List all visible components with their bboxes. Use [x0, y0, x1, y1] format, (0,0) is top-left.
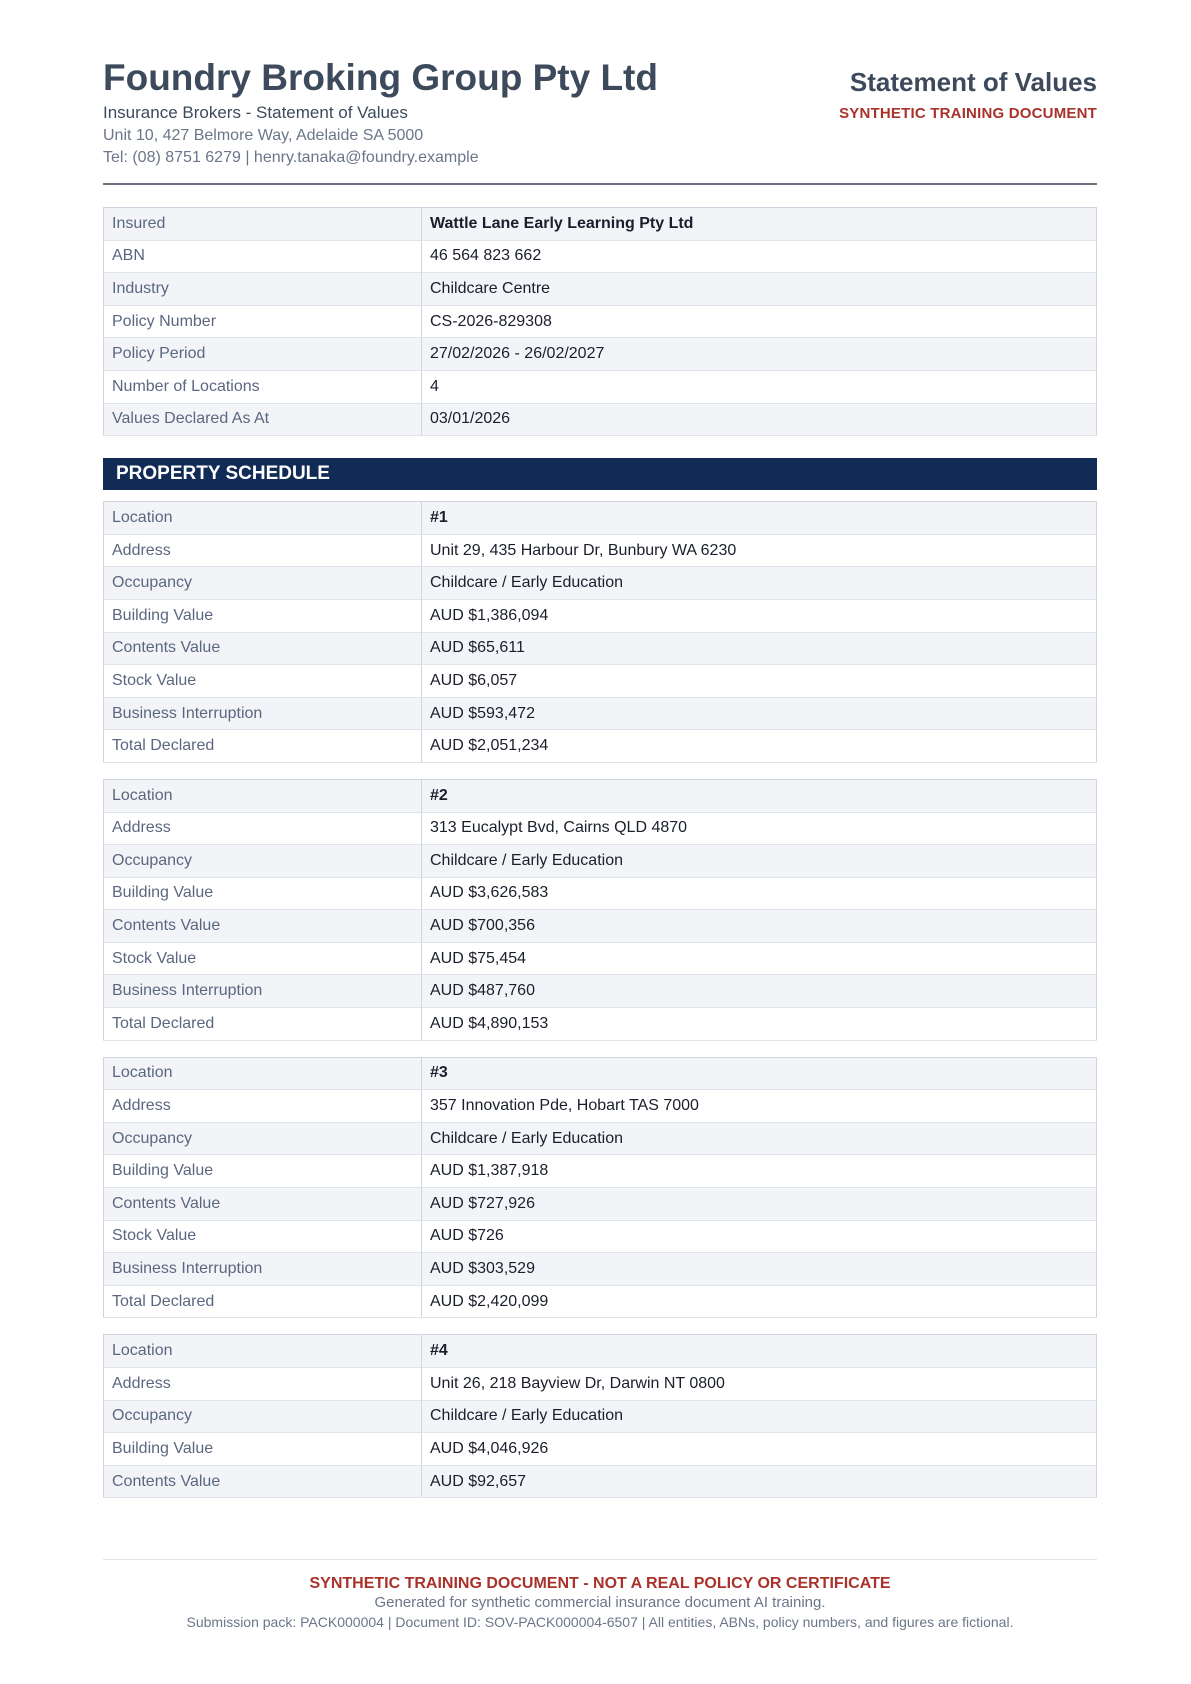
field-value: 03/01/2026	[422, 403, 1097, 436]
field-label: Address	[104, 812, 422, 845]
table-row	[104, 599, 1097, 632]
field-value: 27/02/2026 - 26/02/2027	[422, 338, 1097, 371]
field-value: 46 564 823 662	[422, 240, 1097, 273]
field-value: Childcare / Early Education	[422, 567, 1097, 600]
field-label: Business Interruption	[104, 975, 422, 1008]
table-row	[104, 975, 1097, 1008]
field-value: Childcare Centre	[422, 273, 1097, 306]
footer-warning: SYNTHETIC TRAINING DOCUMENT - NOT A REAL POLICY OR CERTIFICATE	[309, 1575, 891, 1592]
field-value: Wattle Lane Early Learning Pty Ltd	[422, 208, 1097, 241]
field-label: Occupancy	[104, 1122, 422, 1155]
field-value: Childcare / Early Education	[422, 1122, 1097, 1155]
table-row	[104, 632, 1097, 665]
table-row	[104, 665, 1097, 698]
table-row	[104, 812, 1097, 845]
table-row	[104, 1465, 1097, 1498]
field-label: Address	[104, 1090, 422, 1123]
table-row	[104, 1188, 1097, 1221]
table-row	[104, 1220, 1097, 1253]
field-value: CS-2026-829308	[422, 305, 1097, 338]
table-row	[104, 1253, 1097, 1286]
field-value: AUD $1,387,918	[422, 1155, 1097, 1188]
table-row	[104, 208, 1097, 241]
table-row	[104, 845, 1097, 878]
field-value: Unit 29, 435 Harbour Dr, Bunbury WA 6230	[422, 534, 1097, 567]
table-row	[104, 273, 1097, 306]
table-row	[104, 1057, 1097, 1090]
field-label: Stock Value	[104, 1220, 422, 1253]
table-row	[104, 1008, 1097, 1041]
field-label: Total Declared	[104, 1285, 422, 1318]
field-value: 357 Innovation Pde, Hobart TAS 7000	[422, 1090, 1097, 1123]
insured-details-table	[103, 207, 1097, 436]
field-value: #2	[422, 779, 1097, 812]
footer-meta: Submission pack: PACK000004 | Document ID: SOV-PACK000004-6507 | All entities, ABNs, policy numbers, and figures are fictional.	[186, 1614, 1014, 1630]
table-row	[104, 1122, 1097, 1155]
field-label: Location	[104, 502, 422, 535]
field-value: 4	[422, 370, 1097, 403]
field-value: Unit 26, 218 Bayview Dr, Darwin NT 0800	[422, 1368, 1097, 1401]
field-value: AUD $593,472	[422, 697, 1097, 730]
field-label: Building Value	[104, 599, 422, 632]
field-label: Address	[104, 1368, 422, 1401]
field-label: Number of Locations	[104, 370, 422, 403]
company-address: Unit 10, 427 Belmore Way, Adelaide SA 5000	[103, 127, 424, 144]
field-label: Total Declared	[104, 730, 422, 763]
location-table	[103, 1057, 1097, 1319]
field-label: Occupancy	[104, 845, 422, 878]
field-label: Occupancy	[104, 567, 422, 600]
field-value: AUD $4,890,153	[422, 1008, 1097, 1041]
table-row	[104, 1433, 1097, 1466]
field-value: AUD $92,657	[422, 1465, 1097, 1498]
synthetic-tag: SYNTHETIC TRAINING DOCUMENT	[839, 105, 1097, 122]
document-footer	[103, 1559, 1097, 1631]
field-label: Policy Period	[104, 338, 422, 371]
field-label: Location	[104, 779, 422, 812]
field-label: Building Value	[104, 1433, 422, 1466]
company-subtitle: Insurance Brokers - Statement of Values	[103, 103, 408, 122]
table-row	[104, 1090, 1097, 1123]
field-value: AUD $727,926	[422, 1188, 1097, 1221]
field-value: AUD $3,626,583	[422, 877, 1097, 910]
table-row	[104, 534, 1097, 567]
field-value: AUD $6,057	[422, 665, 1097, 698]
document-header	[103, 56, 1097, 185]
table-row	[104, 567, 1097, 600]
field-label: Policy Number	[104, 305, 422, 338]
field-label: Building Value	[104, 877, 422, 910]
table-row	[104, 1368, 1097, 1401]
field-value: #3	[422, 1057, 1097, 1090]
field-label: Contents Value	[104, 1188, 422, 1221]
field-label: Insured	[104, 208, 422, 241]
location-tables	[103, 501, 1097, 1498]
field-label: Location	[104, 1335, 422, 1368]
table-row	[104, 942, 1097, 975]
field-value: AUD $1,386,094	[422, 599, 1097, 632]
location-table	[103, 1334, 1097, 1498]
table-row	[104, 910, 1097, 943]
field-value: Childcare / Early Education	[422, 1400, 1097, 1433]
field-label: Stock Value	[104, 942, 422, 975]
field-value: AUD $65,611	[422, 632, 1097, 665]
location-table	[103, 779, 1097, 1041]
table-row	[104, 697, 1097, 730]
field-label: Total Declared	[104, 1008, 422, 1041]
field-value: #4	[422, 1335, 1097, 1368]
field-label: Contents Value	[104, 1465, 422, 1498]
company-contact: Tel: (08) 8751 6279 | henry.tanaka@foundry.example	[103, 149, 479, 166]
document-page	[103, 56, 1097, 1498]
table-row	[104, 240, 1097, 273]
table-row	[104, 502, 1097, 535]
field-value: AUD $75,454	[422, 942, 1097, 975]
table-row	[104, 403, 1097, 436]
footer-generated-note: Generated for synthetic commercial insurance document AI training.	[374, 1594, 826, 1611]
field-label: Industry	[104, 273, 422, 306]
field-label: Building Value	[104, 1155, 422, 1188]
field-label: Business Interruption	[104, 1253, 422, 1286]
property-schedule-heading: PROPERTY SCHEDULE	[103, 458, 1097, 490]
field-value: AUD $303,529	[422, 1253, 1097, 1286]
table-row	[104, 779, 1097, 812]
table-row	[104, 1285, 1097, 1318]
table-row	[104, 370, 1097, 403]
field-label: Occupancy	[104, 1400, 422, 1433]
field-label: Business Interruption	[104, 697, 422, 730]
table-row	[104, 1335, 1097, 1368]
field-label: Values Declared As At	[104, 403, 422, 436]
field-value: AUD $700,356	[422, 910, 1097, 943]
field-value: AUD $726	[422, 1220, 1097, 1253]
field-label: Contents Value	[104, 632, 422, 665]
field-label: ABN	[104, 240, 422, 273]
field-value: AUD $4,046,926	[422, 1433, 1097, 1466]
field-value: #1	[422, 502, 1097, 535]
field-label: Contents Value	[104, 910, 422, 943]
field-label: Stock Value	[104, 665, 422, 698]
company-name: Foundry Broking Group Pty Ltd	[103, 57, 658, 98]
table-row	[104, 877, 1097, 910]
field-label: Address	[104, 534, 422, 567]
field-value: AUD $2,420,099	[422, 1285, 1097, 1318]
field-value: AUD $2,051,234	[422, 730, 1097, 763]
field-value: AUD $487,760	[422, 975, 1097, 1008]
table-row	[104, 338, 1097, 371]
document-title: Statement of Values	[849, 67, 1097, 97]
field-value: Childcare / Early Education	[422, 845, 1097, 878]
table-row	[104, 1155, 1097, 1188]
field-value: 313 Eucalypt Bvd, Cairns QLD 4870	[422, 812, 1097, 845]
location-table	[103, 501, 1097, 763]
field-label: Location	[104, 1057, 422, 1090]
table-row	[104, 730, 1097, 763]
table-row	[104, 305, 1097, 338]
table-row	[104, 1400, 1097, 1433]
